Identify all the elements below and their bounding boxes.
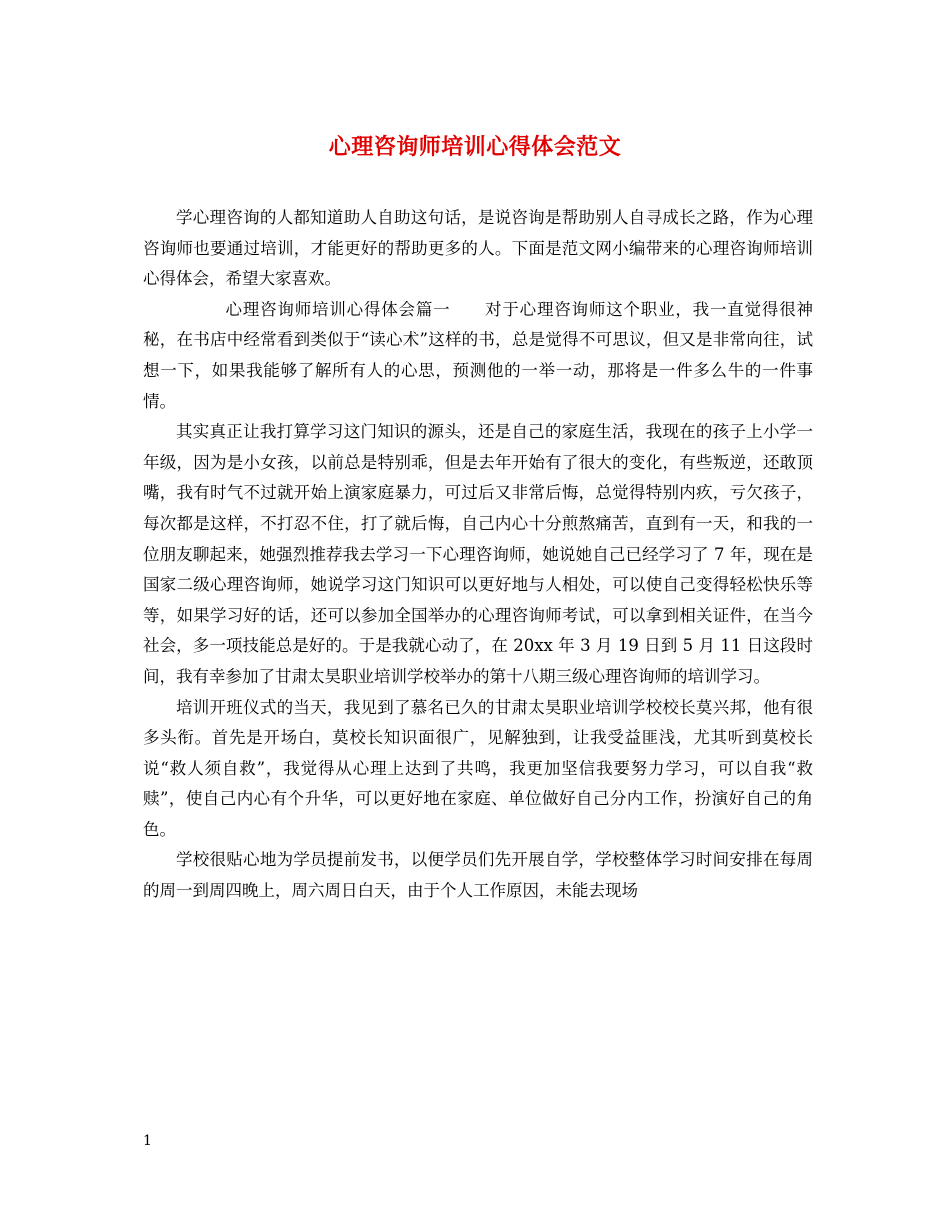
- document-body: [143, 203, 813, 907]
- document-title: 心理咨询师培训心得体会范文: [328, 135, 622, 160]
- paragraph: 其实真正让我打算学习这门知识的源头，还是自己的家庭生活，我现在的孩子上小学一年级，因为是小女孩，以前总是特别乖，但是去年开始有了很大的变化，有些叛逆，还敢顶嘴，我有时气不过就开始上演家庭暴力，可过后又非常后悔，总觉得特别内疚，亏欠孩子，每次都是这样，不打忍不住，打了就后悔，自己内心十分煎熬痛苦，直到有一天，和我的一位朋友聊起来，她强烈推荐我去学习一下心理咨询师，她说她自己已经学习了 7 年，现在是国家二级心理咨询师，她说学习这门知识可以更好地与人相处，可以使自己变得轻松快乐等等，如果学习好的话，还可以参加全国举办的心理咨询师考试，可以拿到相关证件，在当今社会，多一项技能总是好的。于是我就心动了，在 20xx 年 3 月 19 日到 5 月 11 日这段时间，我有幸参加了甘肃太昊职业培训学校举办的第十八期三级心理咨询师的培训学习。: [143, 422, 813, 686]
- paragraph: 学心理咨询的人都知道助人自助这句话，是说咨询是帮助别人自寻成长之路，作为心理咨询师也要通过培训，才能更好的帮助更多的人。下面是范文网小编带来的心理咨询师培训心得体会，希望大家喜欢。: [143, 208, 813, 289]
- paragraph: 培训开班仪式的当天，我见到了慕名已久的甘肃太昊职业培训学校校长莫兴邦，他有很多头衔。首先是开场白，莫校长知识面很广，见解独到，让我受益匪浅，尤其听到莫校长说“救人须自救”，我觉得从心理上达到了共鸣，我更加坚信我要努力学习，可以自我“救赎”，使自己内心有个升华，可以更好地在家庭、单位做好自己分内工作，扮演好自己的角色。: [143, 697, 813, 839]
- page-number: 1: [143, 1133, 152, 1149]
- paragraph: 学校很贴心地为学员提前发书，以便学员们先开展自学，学校整体学习时间安排在每周的周一到周四晚上，周六周日白天，由于个人工作原因，未能去现场: [143, 850, 813, 901]
- paragraph: 心理咨询师培训心得体会篇一 对于心理咨询师这个职业，我一直觉得很神秘，在书店中经常看到类似于“读心术”这样的书，总是觉得不可思议，但又是非常向往，试想一下，如果我能够了解所有人的心思，预测他的一举一动，那将是一件多么牛的一件事情。: [143, 299, 813, 411]
